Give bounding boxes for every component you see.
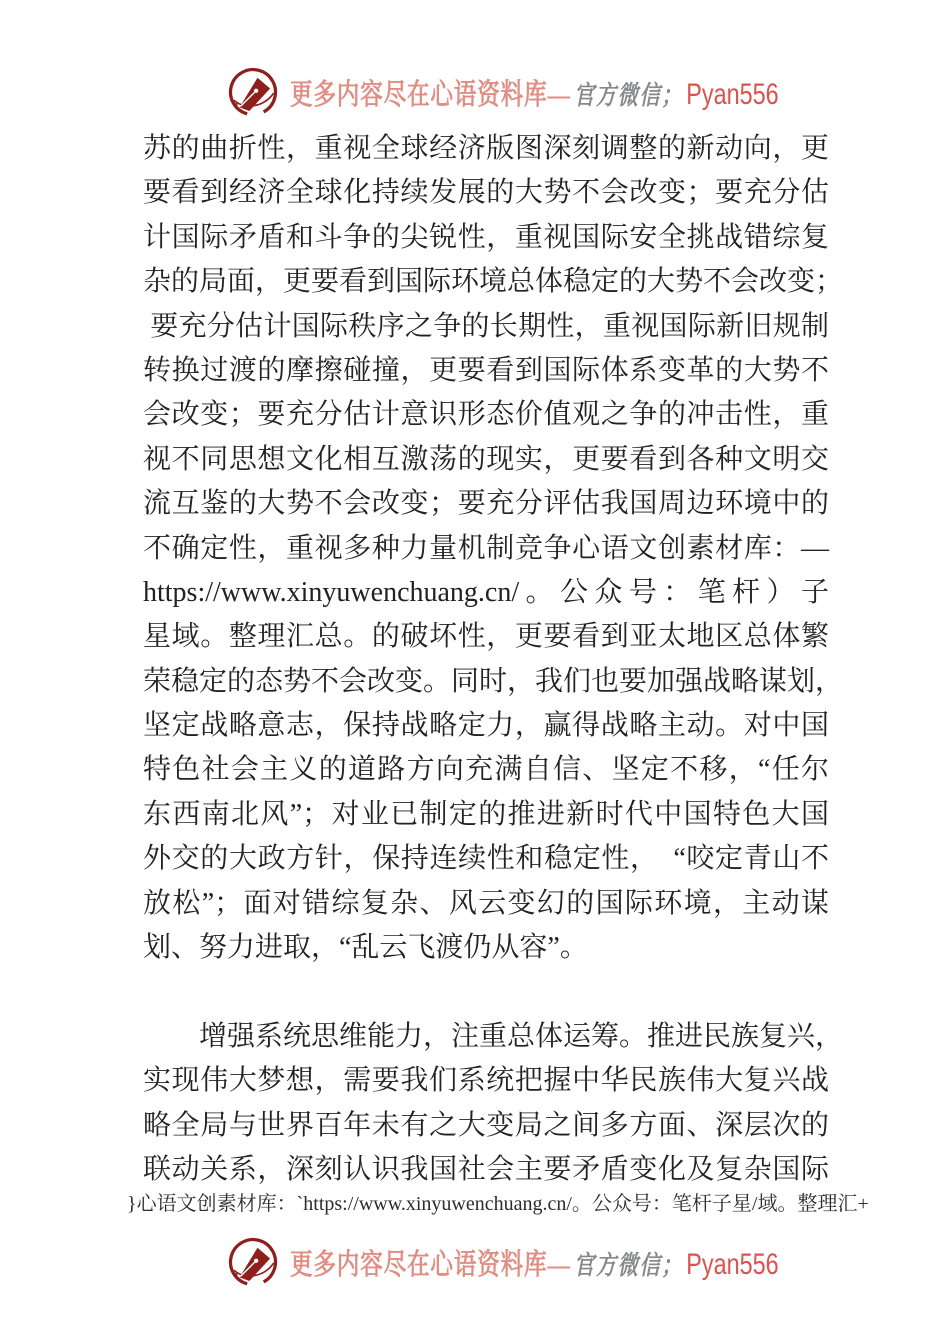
text-line: 东西南北风”；对业已制定的推进新时代中国特色大国 [143,798,829,830]
wechat-id: Pyan556 [686,1248,779,1281]
text-line: 要看到经济全球化持续发展的大势不会改变；要充分估 [143,177,829,209]
text-line: 苏的曲折性，重视全球经济版图深刻调整的新动向，更 [143,133,829,164]
text-line: 荣稳定的态势不会改变。同时，我们也要加强战略谋划， [143,665,844,697]
text-line: 联动关系，深刻认识我国社会主要矛盾变化及复杂国际 [143,1153,829,1185]
text-line: 坚定战略意志，保持战略定力，赢得战略主动。对中国 [143,710,829,742]
text-line: 划、努力进取，“乱云飞渡仍从容”。 [143,932,588,964]
text-line-url: https://www.xinyuwenchuang.cn/。公众号：笔杆）子 [143,576,829,608]
watermark-line: }心语文创素材库：`https://www.xinyuwenchuang.cn/。公众号：笔杆子星/域。整理汇+ [127,1193,869,1215]
wechat-label: 官方微信； [573,1251,684,1281]
pen-nib-logo-icon [226,66,280,120]
header-brand [0,64,950,124]
text-line: 计国际矛盾和斗争的尖锐性，重视国际安全挑战错综复 [143,221,829,253]
pen-nib-logo-icon [226,1236,280,1290]
footer-brand-text [290,1242,779,1283]
text-line: 要充分估计国际秩序之争的长期性，重视国际新旧规制 [143,310,829,342]
header-brand-text [290,72,779,113]
text-line: 不确定性，重视多种力量机制竞争心语文创素材库：— [143,532,829,564]
text-line: 增强系统思维能力，注重总体运筹。推进民族复兴， [143,1020,844,1052]
text-line: 外交的大政方针，保持连续性和稳定性， “咬定青山不 [143,843,829,875]
text-line: 特色社会主义的道路方向充满自信、坚定不移，“任尔 [143,754,829,786]
text-line: 放松”；面对错综复杂、风云变幻的国际环境，主动谋 [143,887,829,919]
text-line: 视不同思想文化相互激荡的现实，更要看到各种文明交 [143,443,829,475]
text-line: 略全局与世界百年未有之大变局之间多方面、深层次的 [143,1109,829,1141]
text-line: 杂的局面，更要看到国际环境总体稳定的大势不会改变； [143,266,844,298]
footer-brand [0,1234,950,1294]
wechat-id: Pyan556 [686,78,779,111]
blank-line [143,970,829,1014]
text-line: 会改变；要充分估计意识形态价值观之争的冲击性，重 [143,399,829,431]
wechat-label: 官方微信； [573,81,684,111]
text-line: 流互鉴的大势不会改变；要充分评估我国周边环境中的 [143,488,829,520]
text-line: 转换过渡的摩擦碰撞，更要看到国际体系变革的大势不 [143,354,829,386]
text-line: 实现伟大梦想，需要我们系统把握中华民族伟大复兴战 [143,1065,829,1097]
text-line: 星域。整理汇总。的破坏性，更要看到亚太地区总体繁 [143,621,829,653]
brand-tagline: 更多内容尽在心语资料库— [290,79,571,111]
brand-tagline: 更多内容尽在心语资料库— [290,1249,571,1281]
document-body [143,127,844,1192]
